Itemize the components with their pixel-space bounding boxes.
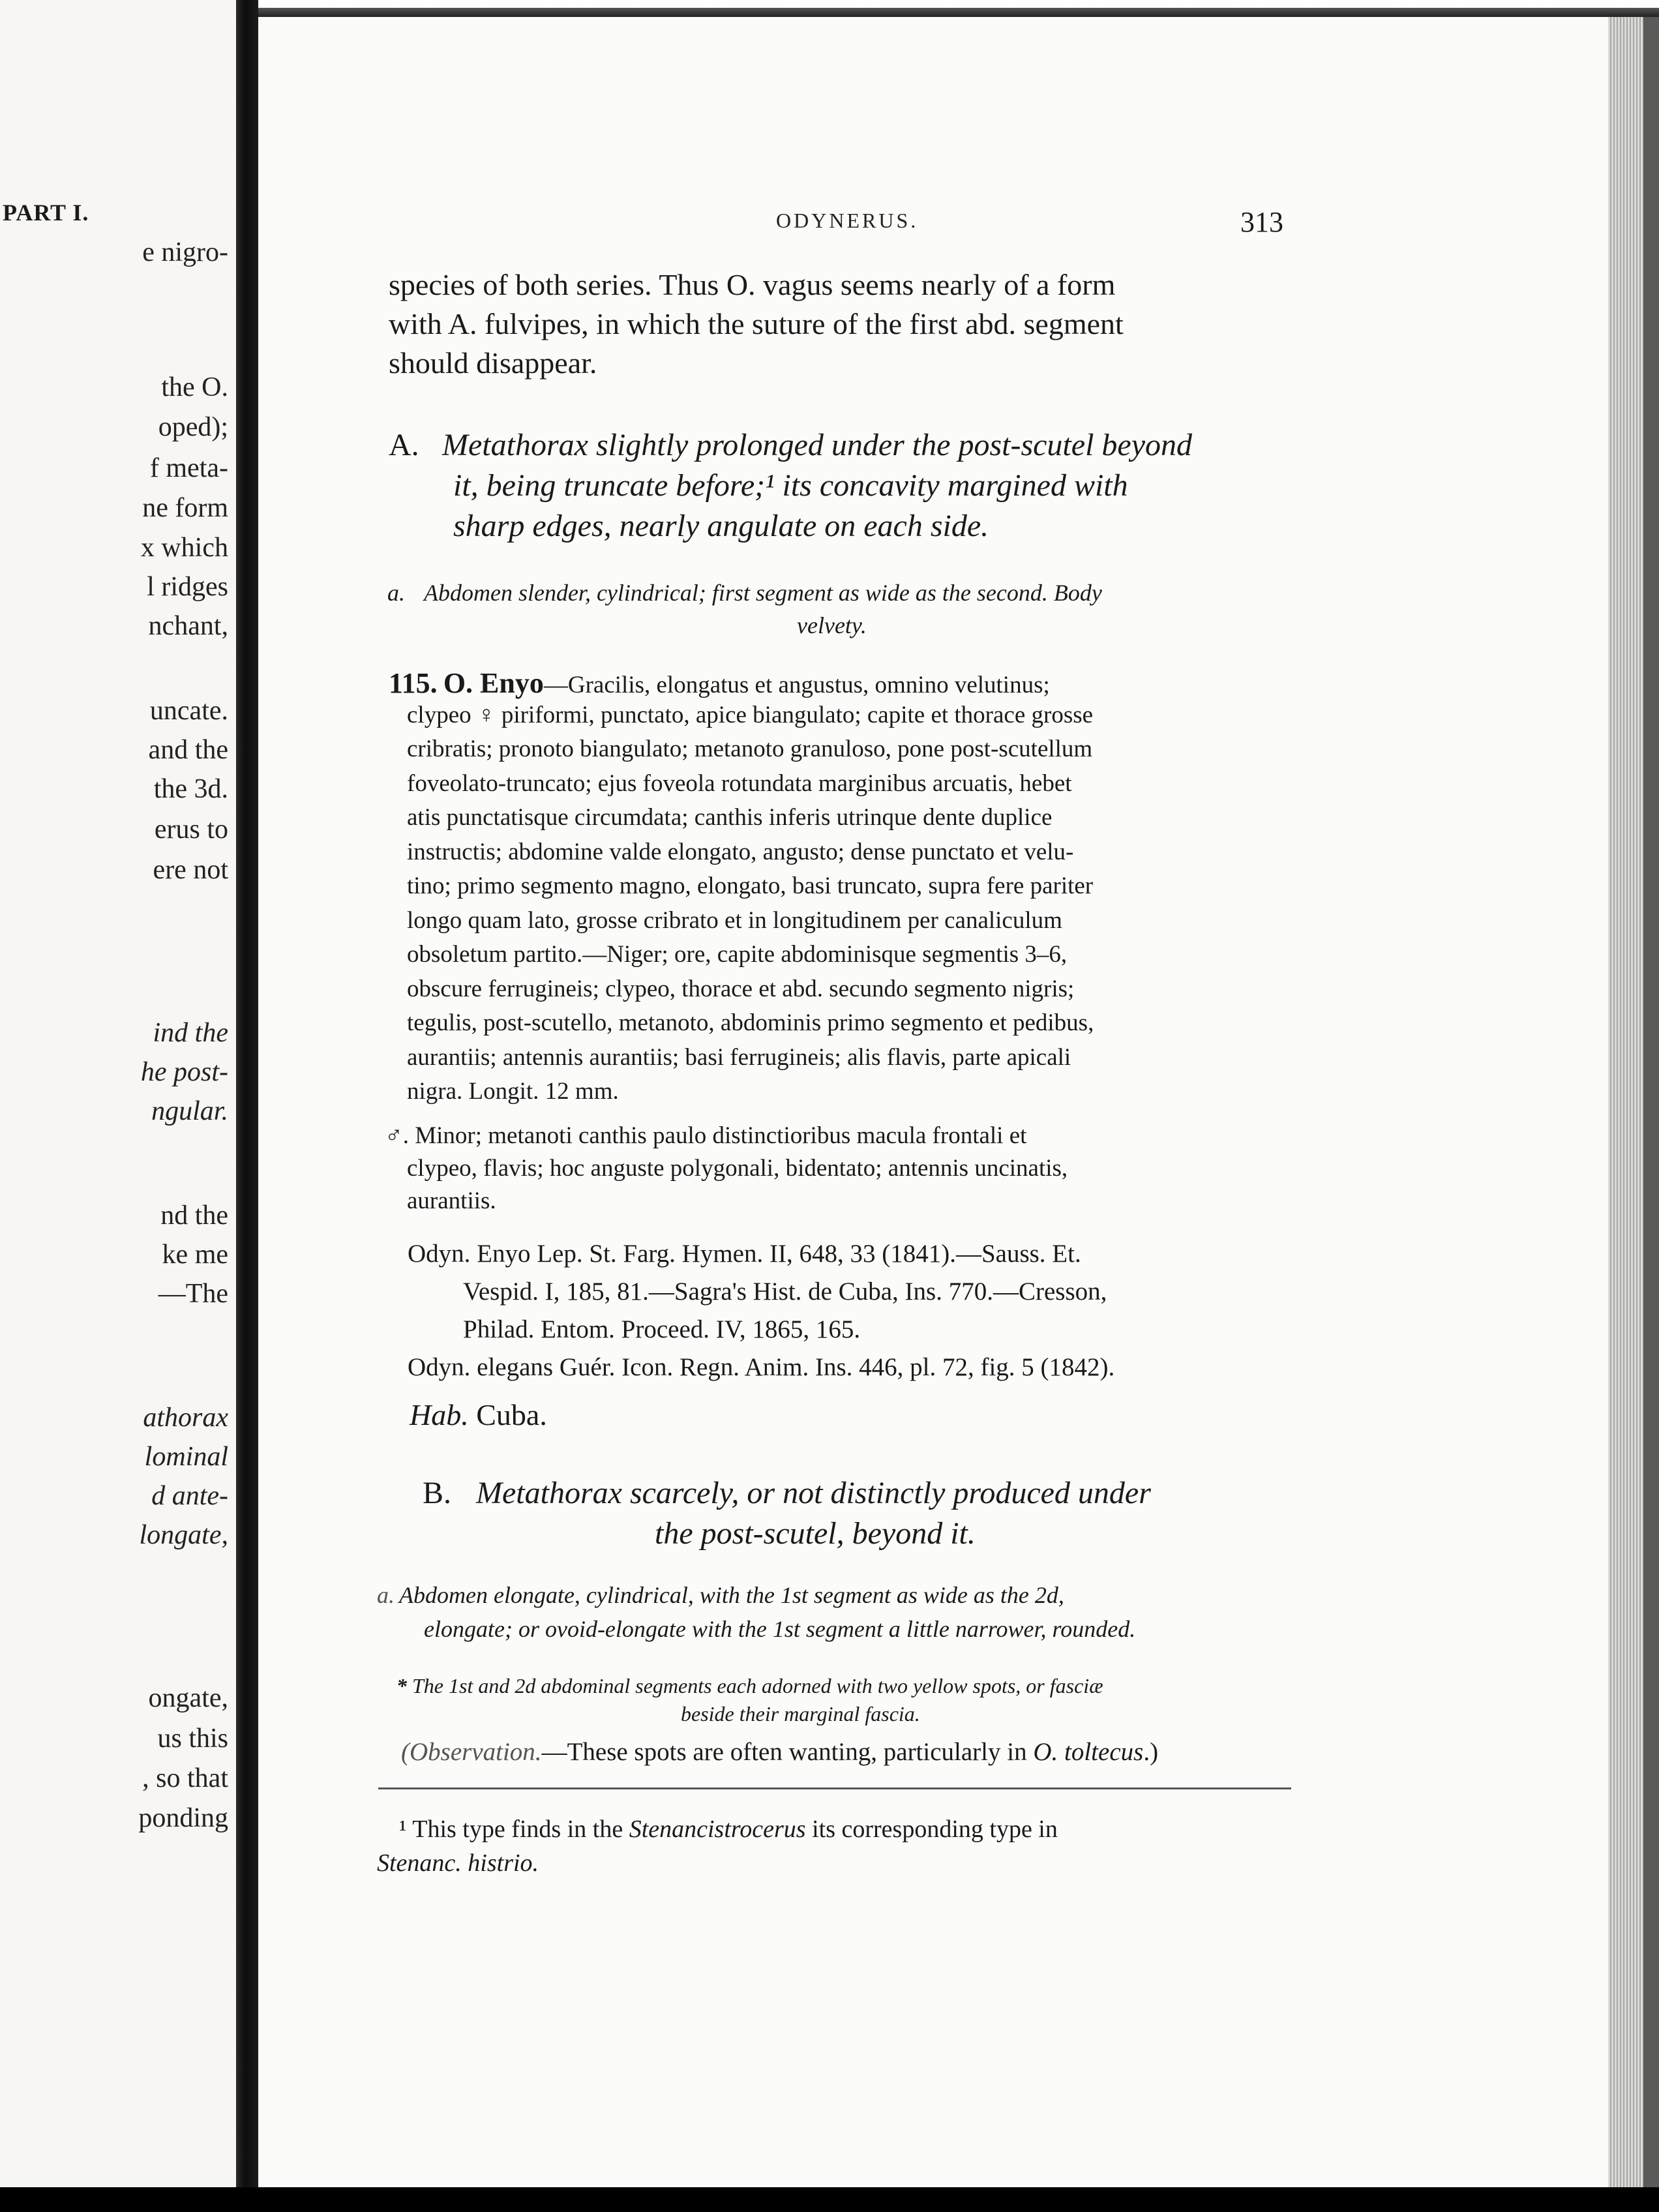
key-a-line-2: it, being truncate before;¹ its concavity margined with (453, 468, 1128, 503)
species-description-line: longo quam lato, grosse cribrato et in longitudinem per canaliculum (407, 906, 1062, 934)
species-number: 115. (389, 667, 438, 699)
facing-page-line: x which (140, 533, 228, 563)
key-b-sub-letter: a. (377, 1582, 395, 1608)
species-description-line: aurantiis; antennis aurantiis; basi ferrugineis; alis flavis, parte apicali (407, 1043, 1071, 1071)
facing-page-line: longate, (139, 1520, 228, 1550)
male-description-line: ♂. Minor; metanoti canthis paulo distinctioribus macula frontali et (385, 1122, 1027, 1149)
observation-label: (Observation. (401, 1738, 542, 1766)
key-a-letter: A. (389, 428, 419, 462)
habitat (410, 1397, 547, 1432)
facing-page-line: ngular. (151, 1096, 228, 1126)
key-b-sub-line-1: Abdomen elongate, cylindrical, with the 1st segment as wide as the 2d, (399, 1582, 1064, 1608)
page-number: 313 (1240, 206, 1283, 238)
intro-line-3: should disappear. (389, 346, 597, 380)
observation: (Observation.—These spots are often wanting, particularly in O. toltecus.) (401, 1738, 1159, 1766)
facing-page-line: us this (157, 1724, 228, 1754)
facing-page-line: ke me (162, 1240, 228, 1270)
species-description-line: atis punctatisque circumdata; canthis inferis utrinque dente duplice (407, 804, 1053, 831)
facing-page-line: ongate, (148, 1683, 228, 1713)
key-b-letter: B. (423, 1476, 452, 1510)
facing-page-line: —The (158, 1279, 228, 1309)
facing-page-line: d ante- (151, 1481, 228, 1511)
species-description-line: obscure ferrugineis; clypeo, thorace et abd. secundo segmento nigris; (407, 975, 1075, 1002)
key-b-sub-line-2: elongate; or ovoid-elongate with the 1st segment a little narrower, rounded. (424, 1616, 1136, 1642)
species-description-line: tegulis, post-scutello, metanoto, abdominis primo segmento et pedibus, (407, 1009, 1094, 1036)
key-a-line-3: sharp edges, nearly angulate on each side. (453, 509, 989, 543)
scan-bottom-edge (0, 2187, 1659, 2212)
habitat-value: Cuba. (476, 1398, 547, 1431)
key-b-line-1: Metathorax scarcely, or not distinctly produced under (476, 1476, 1151, 1510)
key-a-sub-line-1: Abdomen slender, cylindrical; first segment as wide as the second. Body (424, 580, 1102, 606)
facing-page-line: nd the (160, 1201, 228, 1231)
page (258, 14, 1608, 2212)
footnote-rule (378, 1787, 1291, 1789)
facing-page-line: , so that (142, 1763, 228, 1793)
synonymy-line-2: Vespid. I, 185, 81.—Sagra's Hist. de Cuba, Ins. 770.—Cresson, (463, 1278, 1107, 1306)
facing-page-line: and the (148, 735, 228, 765)
facing-page-line: f meta- (149, 453, 228, 483)
facing-page-line: the O. (161, 372, 228, 402)
male-description-line: clypeo, flavis; hoc anguste polygonali, bidentato; antennis uncinatis, (407, 1155, 1068, 1182)
running-head: ODYNERUS. (776, 209, 919, 232)
facing-page-line: ind the (153, 1018, 228, 1048)
species-description-line: tino; primo segmento magno, elongato, basi truncato, supra fere pariter (407, 873, 1094, 899)
intro-line-1: species of both series. Thus O. vagus seems nearly of a form (389, 268, 1116, 301)
intro-line-2: with A. fulvipes, in which the suture of the first abd. segment (389, 307, 1124, 340)
synonymy-line-4: Odyn. elegans Guér. Icon. Regn. Anim. Ins. 446, pl. 72, fig. 5 (1842). (408, 1353, 1115, 1381)
facing-page (0, 0, 236, 2212)
species-description-line: cribratis; pronoto biangulato; metanoto granuloso, pone post-scutellum (407, 736, 1093, 762)
facing-page-header: PART I. (3, 200, 89, 226)
species-description-line: nigra. Longit. 12 mm. (407, 1078, 619, 1105)
footnote-line-1: ¹ This type finds in the Stenancistrocerus its corresponding type in (399, 1816, 1058, 1843)
facing-page-line: lominal (144, 1442, 228, 1472)
facing-page-line: e nigro- (142, 237, 228, 267)
facing-page-line: the 3d. (153, 774, 228, 804)
facing-page-line: erus to (154, 815, 228, 844)
page-top-edge (258, 8, 1659, 17)
facing-page-line: nchant, (148, 611, 228, 641)
key-a-line-1: Metathorax slightly prolonged under the post-scutel beyond (442, 428, 1193, 462)
male-description-line: aurantiis. (407, 1188, 496, 1214)
book-gutter (236, 0, 258, 2212)
facing-page-line: uncate. (149, 696, 228, 726)
species-description-line: obsoletum partito.—Niger; ore, capite abdominisque segmentis 3–6, (407, 941, 1068, 968)
key-a-sub-line-2: velvety. (797, 612, 867, 638)
species-description-line: clypeo ♀ piriformi, punctato, apice biangulato; capite et thorace grosse (407, 701, 1094, 728)
species-description-line: foveolato-truncato; ejus foveola rotundata marginibus arcuatis, hebet (407, 770, 1072, 797)
footnote-line-2: Stenanc. histrio. (377, 1849, 539, 1877)
synonymy-line-1: Odyn. Enyo Lep. St. Farg. Hymen. II, 648, 33 (1841).—Sauss. Et. (408, 1240, 1081, 1268)
facing-page-line: ere not (153, 855, 228, 885)
facing-page-line: ponding (138, 1803, 228, 1833)
facing-page-line: l ridges (147, 572, 228, 602)
key-star-line-1: * The 1st and 2d abdominal segments each adorned with two yellow spots, or fasciæ (396, 1674, 1103, 1697)
species-line-1: 115. O. Enyo—Gracilis, elongatus et angustus, omnino velutinus; (389, 667, 1050, 699)
facing-page-line: he post- (140, 1057, 228, 1087)
facing-page-line: athorax (143, 1403, 228, 1433)
species-name: O. Enyo (443, 667, 544, 699)
habitat-label: Hab. (410, 1398, 469, 1431)
key-b-line-2: the post-scutel, beyond it. (655, 1516, 976, 1551)
facing-page-line: ne form (142, 493, 228, 523)
key-star-line-2: beside their marginal fascia. (681, 1702, 920, 1726)
key-a-sub-letter: a. (387, 580, 405, 606)
synonymy-line-3: Philad. Entom. Proceed. IV, 1865, 165. (463, 1315, 861, 1343)
book-cover-edge (1643, 17, 1659, 2212)
species-description-line: instructis; abdomine valde elongato, angusto; dense punctato et velu- (407, 838, 1074, 865)
facing-page-line: oped); (158, 412, 228, 442)
